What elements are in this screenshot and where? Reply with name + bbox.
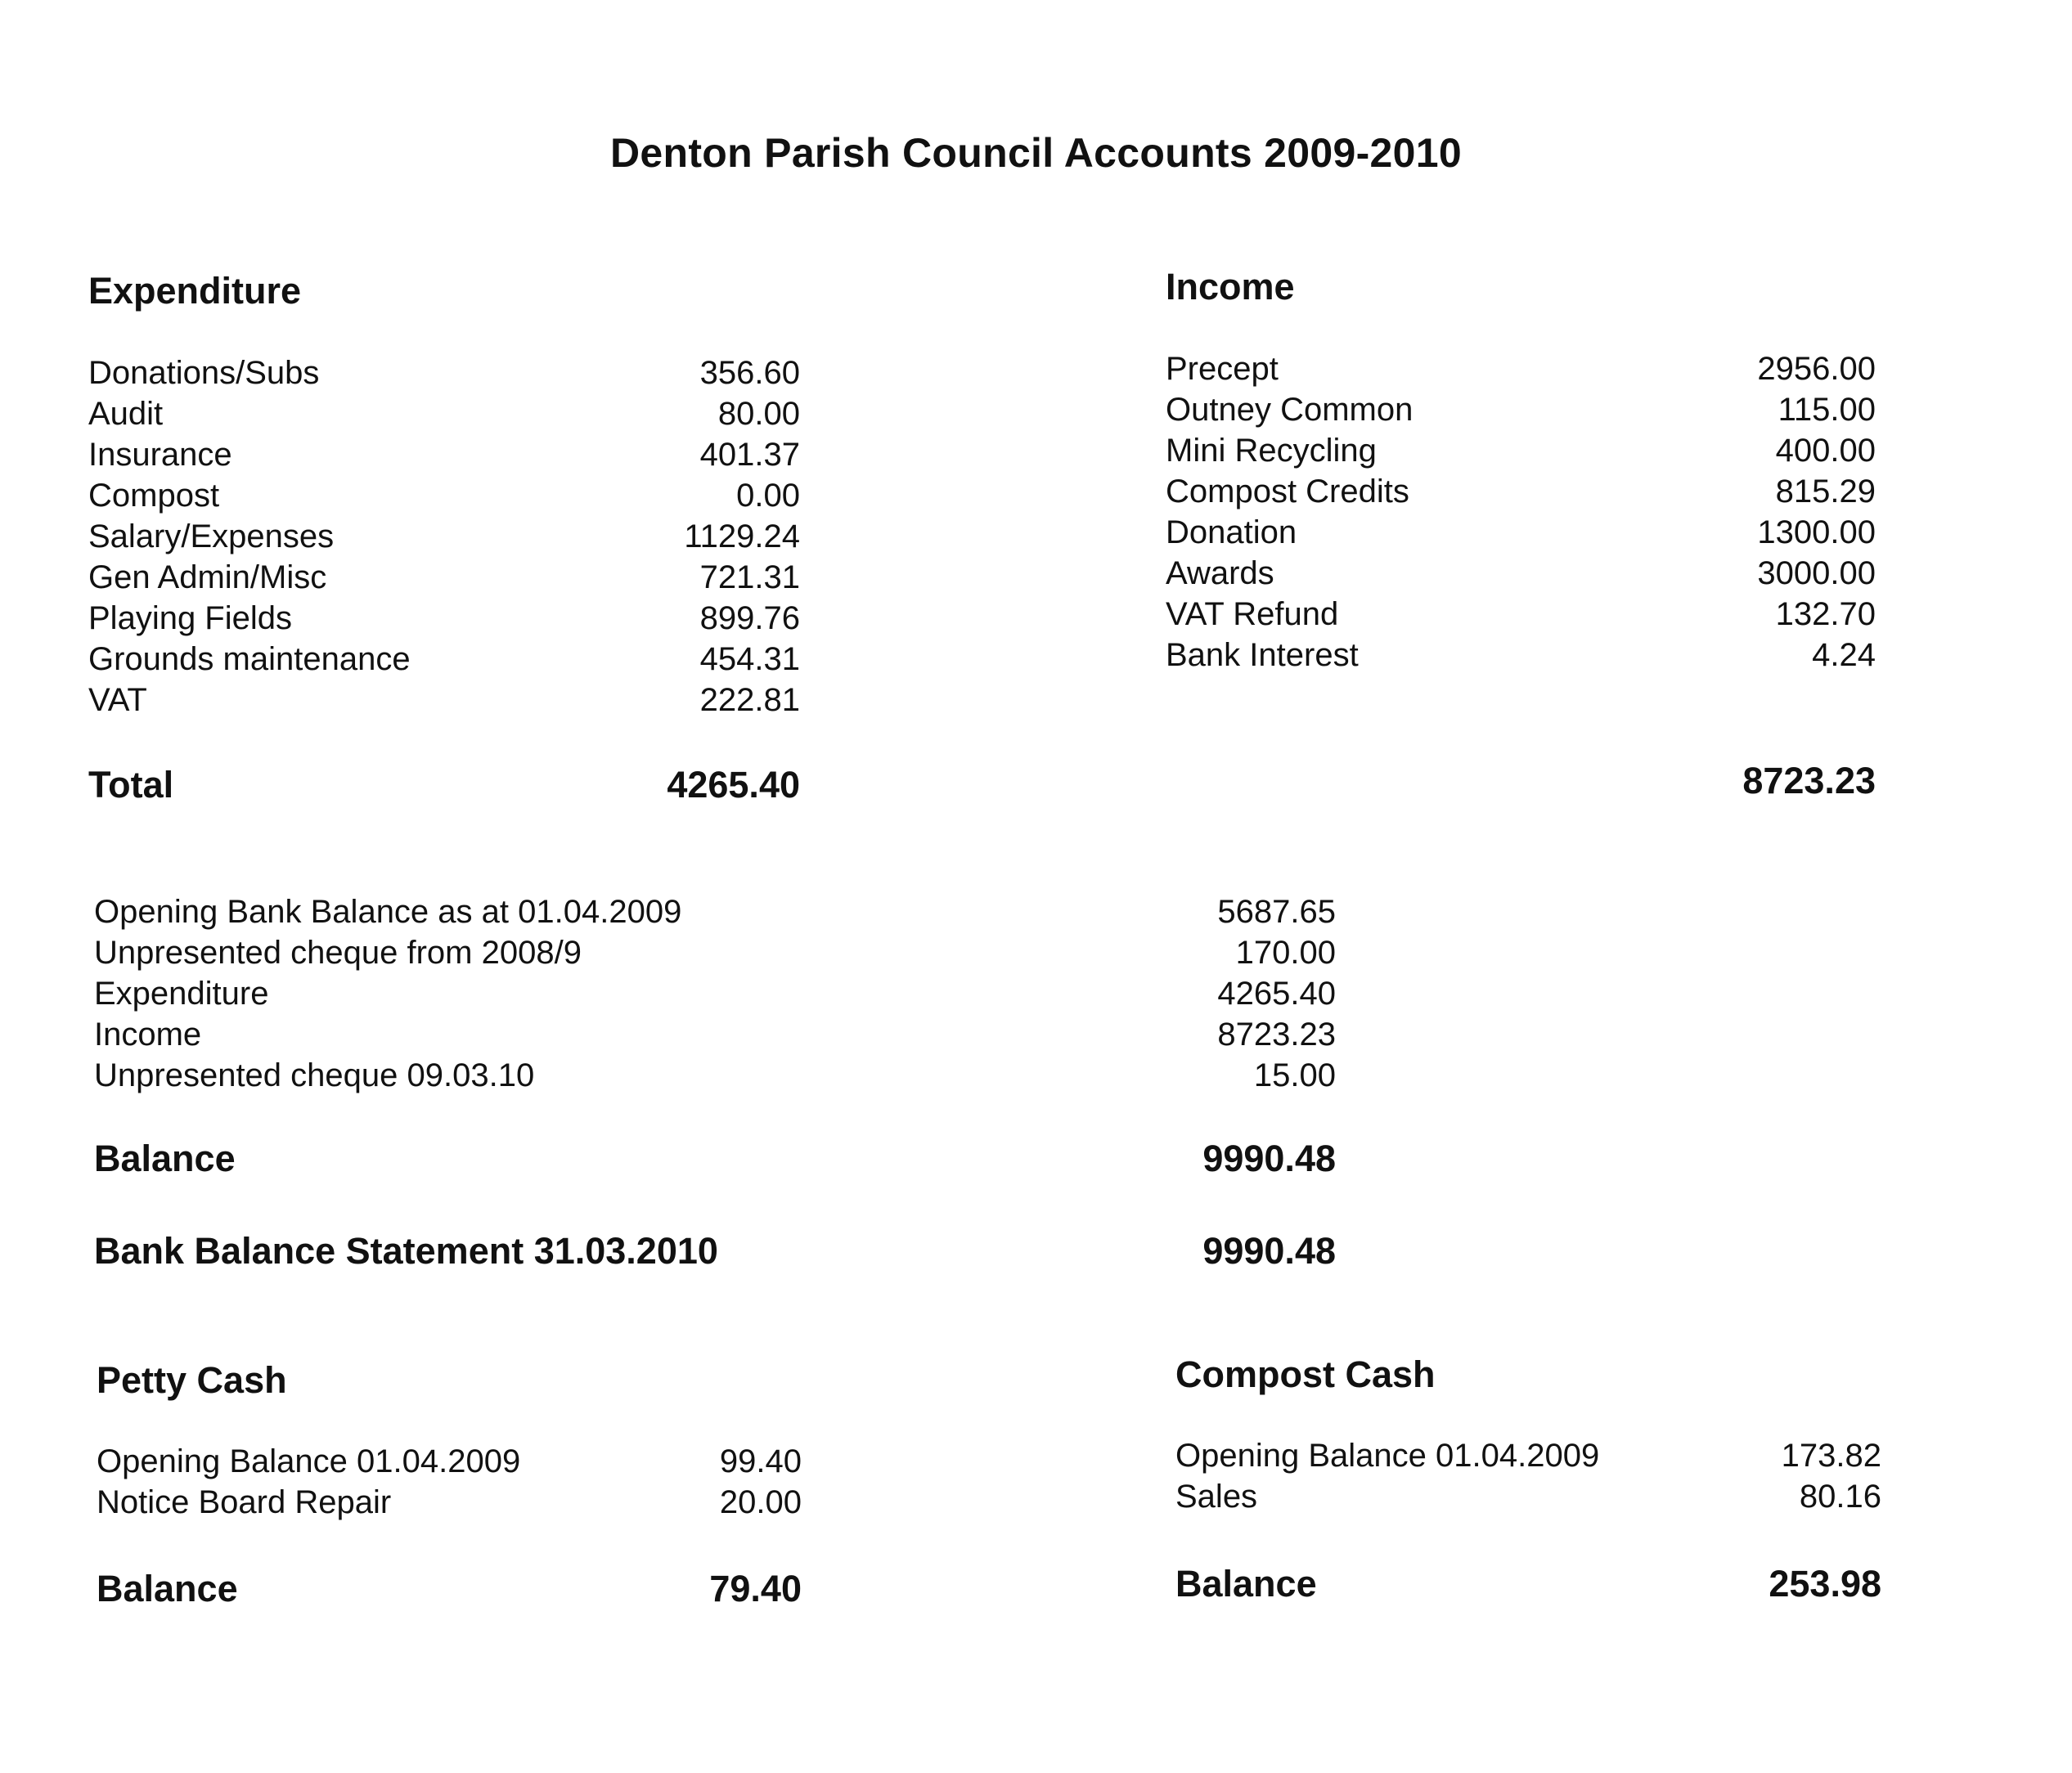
bank-row — [94, 1055, 1336, 1096]
expenditure-row — [88, 516, 800, 557]
expenditure-value: 1129.24 — [684, 518, 800, 554]
petty-cash-label: Notice Board Repair — [97, 1484, 392, 1520]
expenditure-value: 0.00 — [736, 478, 800, 514]
income-value: 400.00 — [1775, 433, 1876, 469]
income-label: Mini Recycling — [1166, 433, 1377, 469]
income-label: Donation — [1166, 514, 1297, 550]
income-total-row — [1166, 761, 1876, 801]
income-row — [1166, 512, 1876, 553]
income-row — [1166, 594, 1876, 635]
bank-statement-label: Bank Balance Statement 31.03.2010 — [94, 1230, 718, 1272]
income-value: 3000.00 — [1757, 555, 1876, 591]
income-row — [1166, 348, 1876, 389]
expenditure-row — [88, 598, 800, 639]
bank-balance-row — [94, 1138, 1336, 1179]
compost-cash-value: 173.82 — [1781, 1438, 1881, 1474]
expenditure-total-label: Total — [88, 764, 174, 806]
expenditure-label: VAT — [88, 682, 147, 718]
income-value: 115.00 — [1778, 392, 1876, 428]
income-label: Precept — [1166, 351, 1279, 387]
expenditure-row — [88, 639, 800, 680]
bank-row — [94, 891, 1336, 932]
expenditure-row — [88, 475, 800, 516]
expenditure-label: Insurance — [88, 437, 232, 473]
income-value: 4.24 — [1812, 637, 1876, 673]
petty-cash-row — [97, 1441, 802, 1482]
petty-cash-balance-label: Balance — [97, 1568, 238, 1609]
bank-value: 4265.40 — [1217, 976, 1336, 1012]
bank-value: 170.00 — [1235, 935, 1336, 971]
expenditure-total-value: 4265.40 — [667, 764, 800, 806]
petty-cash-heading: Petty Cash — [97, 1359, 287, 1401]
petty-cash-value: 99.40 — [719, 1443, 802, 1479]
bank-value: 8723.23 — [1217, 1017, 1336, 1053]
expenditure-row — [88, 393, 800, 434]
expenditure-heading: Expenditure — [88, 270, 302, 312]
expenditure-row — [88, 352, 800, 393]
income-total-value: 8723.23 — [1742, 760, 1876, 801]
expenditure-value: 721.31 — [699, 559, 800, 595]
bank-label: Income — [94, 1017, 202, 1053]
income-value: 1300.00 — [1757, 514, 1876, 550]
bank-statement-value: 9990.48 — [1202, 1230, 1336, 1272]
expenditure-total-row — [88, 765, 800, 806]
income-label: Bank Interest — [1166, 637, 1359, 673]
bank-label: Opening Bank Balance as at 01.04.2009 — [94, 894, 682, 930]
income-label: Compost Credits — [1166, 474, 1409, 509]
petty-cash-balance-row — [97, 1569, 802, 1609]
compost-cash-balance-row — [1175, 1564, 1881, 1605]
compost-cash-label: Opening Balance 01.04.2009 — [1175, 1438, 1600, 1474]
bank-label: Unpresented cheque from 2008/9 — [94, 935, 582, 971]
expenditure-value: 454.31 — [699, 641, 800, 677]
expenditure-label: Audit — [88, 396, 164, 432]
bank-balance-value: 9990.48 — [1202, 1138, 1336, 1179]
expenditure-value: 899.76 — [699, 600, 800, 636]
petty-cash-row — [97, 1482, 802, 1523]
expenditure-label: Playing Fields — [88, 600, 293, 636]
compost-cash-balance-value: 253.98 — [1769, 1563, 1881, 1605]
compost-cash-row — [1175, 1435, 1881, 1476]
income-label: Awards — [1166, 555, 1274, 591]
income-heading: Income — [1166, 266, 1295, 307]
petty-cash-label: Opening Balance 01.04.2009 — [97, 1443, 521, 1479]
compost-cash-balance-label: Balance — [1175, 1563, 1317, 1605]
compost-cash-value: 80.16 — [1799, 1479, 1881, 1515]
income-value: 132.70 — [1775, 596, 1876, 632]
expenditure-value: 401.37 — [699, 437, 800, 473]
expenditure-value: 80.00 — [717, 396, 800, 432]
document-title: Denton Parish Council Accounts 2009-2010 — [609, 130, 1462, 176]
expenditure-row — [88, 434, 800, 475]
income-row — [1166, 471, 1876, 512]
compost-cash-label: Sales — [1175, 1479, 1258, 1515]
expenditure-row — [88, 557, 800, 598]
income-label: Outney Common — [1166, 392, 1414, 428]
bank-statement-row — [94, 1231, 1336, 1272]
bank-value: 5687.65 — [1217, 894, 1336, 930]
expenditure-value: 222.81 — [699, 682, 800, 718]
compost-cash-heading: Compost Cash — [1175, 1353, 1436, 1395]
expenditure-label: Donations/Subs — [88, 355, 320, 391]
compost-cash-row — [1175, 1476, 1881, 1517]
bank-label: Expenditure — [94, 976, 269, 1012]
bank-row — [94, 973, 1336, 1014]
petty-cash-balance-value: 79.40 — [709, 1568, 802, 1609]
income-label: VAT Refund — [1166, 596, 1339, 632]
bank-row — [94, 932, 1336, 973]
income-value: 2956.00 — [1757, 351, 1876, 387]
bank-value: 15.00 — [1253, 1057, 1336, 1093]
bank-label: Unpresented cheque 09.03.10 — [94, 1057, 535, 1093]
income-row — [1166, 430, 1876, 471]
income-value: 815.29 — [1775, 474, 1876, 509]
expenditure-value: 356.60 — [699, 355, 800, 391]
expenditure-label: Compost — [88, 478, 220, 514]
expenditure-label: Gen Admin/Misc — [88, 559, 327, 595]
petty-cash-value: 20.00 — [719, 1484, 802, 1520]
expenditure-label: Grounds maintenance — [88, 641, 411, 677]
expenditure-label: Salary/Expenses — [88, 518, 335, 554]
income-row — [1166, 389, 1876, 430]
income-row — [1166, 553, 1876, 594]
bank-balance-label: Balance — [94, 1138, 236, 1179]
income-row — [1166, 635, 1876, 676]
bank-row — [94, 1014, 1336, 1055]
expenditure-row — [88, 680, 800, 720]
